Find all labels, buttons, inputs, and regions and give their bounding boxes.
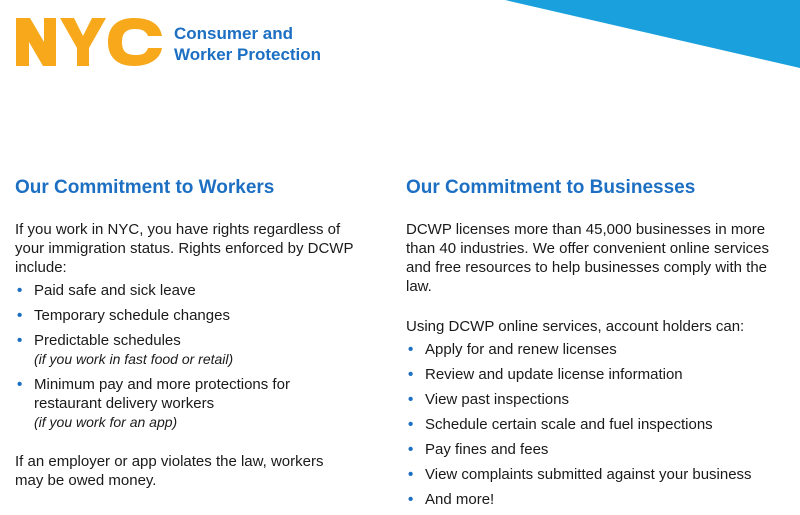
bullet-icon: • — [408, 416, 414, 433]
list-item-text: Schedule certain scale and fuel inspections — [425, 416, 713, 433]
list-item — [406, 465, 786, 484]
list-item — [15, 331, 355, 369]
list-item — [406, 390, 786, 409]
list-item-text: Predictable schedules — [34, 332, 181, 349]
bullet-icon: • — [17, 307, 23, 324]
businesses-services-list — [406, 340, 786, 509]
list-item-text: Minimum pay and more protections for restaurant delivery workers — [34, 376, 290, 412]
list-item-text: View past inspections — [425, 391, 569, 408]
list-item-text: Review and update license information — [425, 366, 683, 383]
businesses-section — [406, 176, 786, 515]
list-item — [15, 281, 355, 300]
list-item-text: And more! — [425, 491, 495, 508]
list-item-note: (if you work for an app) — [34, 414, 178, 430]
list-item-text: View complaints submitted against your business — [425, 466, 752, 483]
workers-intro: If you work in NYC, you have rights regardless of your immigration status. Rights enforced by DCWP include: — [15, 221, 354, 276]
list-item — [15, 306, 355, 325]
bullet-icon: • — [17, 332, 23, 349]
list-item-text: Apply for and renew licenses — [425, 341, 617, 358]
bullet-icon: • — [17, 282, 23, 299]
bullet-icon: • — [408, 466, 414, 483]
businesses-title: Our Commitment to Businesses — [406, 177, 696, 198]
businesses-intro: DCWP licenses more than 45,000 businesses in more than 40 industries. We offer convenient online services and free resources to help businesses comply with the law. — [406, 221, 769, 295]
list-item-note: (if you work in fast food or retail) — [34, 351, 234, 367]
businesses-intro-online: Using DCWP online services, account holders can: — [406, 318, 745, 335]
bullet-icon: • — [408, 441, 414, 458]
workers-closing: If an employer or app violates the law, workers may be owed money. — [15, 453, 324, 489]
list-item-text: Temporary schedule changes — [34, 307, 230, 324]
bullet-icon: • — [408, 366, 414, 383]
workers-rights-list — [15, 281, 355, 432]
agency-name — [174, 23, 321, 65]
list-item — [406, 340, 786, 359]
nyc-logo — [14, 14, 166, 70]
agency-line-1: Consumer and — [174, 24, 294, 43]
list-item — [406, 415, 786, 434]
bullet-icon: • — [408, 491, 414, 508]
list-item-text: Paid safe and sick leave — [34, 282, 196, 299]
list-item — [406, 365, 786, 384]
header — [14, 14, 321, 70]
list-item — [406, 440, 786, 459]
bullet-icon: • — [17, 376, 23, 393]
list-item — [15, 375, 355, 432]
workers-section — [15, 176, 355, 490]
bullet-icon: • — [408, 391, 414, 408]
bullet-icon: • — [408, 341, 414, 358]
workers-title: Our Commitment to Workers — [15, 177, 275, 198]
agency-line-2: Worker Protection — [174, 45, 322, 64]
list-item-text: Pay fines and fees — [425, 441, 549, 458]
